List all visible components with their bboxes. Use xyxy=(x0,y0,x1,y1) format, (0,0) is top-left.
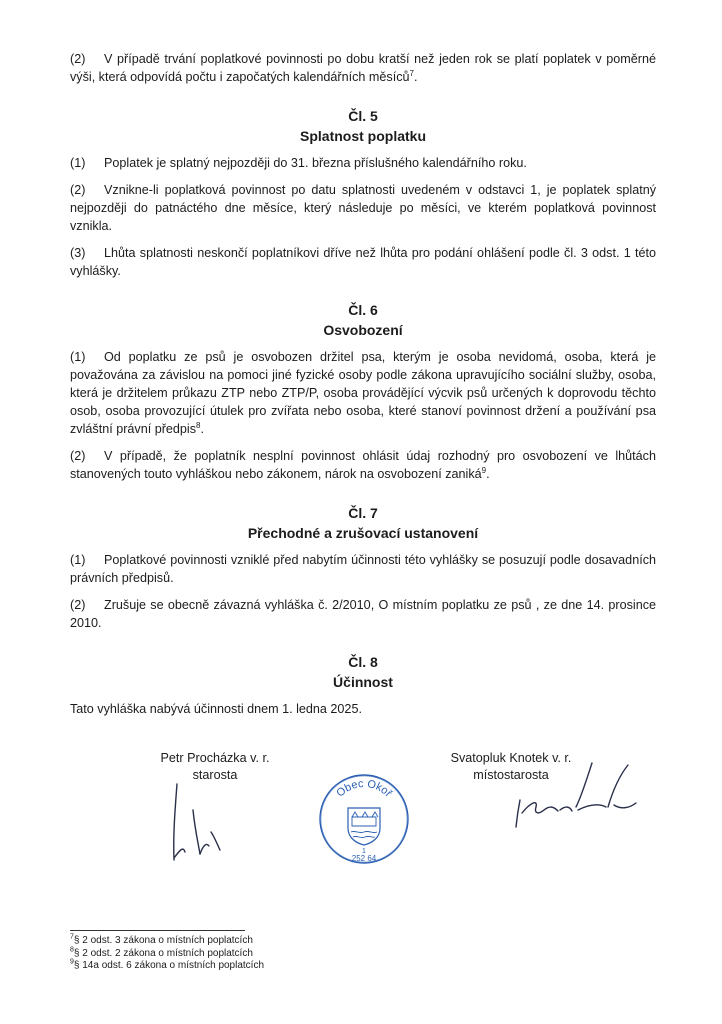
paragraph-number: (1) xyxy=(70,156,86,170)
paragraph-end: . xyxy=(200,422,204,436)
article-8-title: Účinnost xyxy=(333,674,393,690)
coat-of-arms-icon xyxy=(348,808,380,845)
deputy-name: Svatopluk Knotek v. r. xyxy=(450,751,572,765)
footnote-8 xyxy=(70,948,264,961)
paragraph-number: (2) xyxy=(70,449,86,463)
paragraph-text: V případě trvání poplatkové povinnosti po dobu kratší než jeden rok se platí poplatek v poměrné výši, která odpovídá počtu i započatých kalendářních měsíců xyxy=(70,52,656,84)
article-6-number: Čl. 6 xyxy=(348,302,378,318)
article-5-paragraph-1 xyxy=(70,154,656,172)
paragraph-text: V případě, že poplatník nesplní povinnost ohlásit údaj rozhodný pro osvobození ve lhůtách stanovených touto vyhláškou nebo zákonem, nárok na osvobození zaniká xyxy=(70,449,656,481)
paragraph-end: . xyxy=(486,467,490,481)
footnote-ref: 9 xyxy=(481,465,487,475)
article-5-number: Čl. 5 xyxy=(348,108,378,124)
article-5-paragraph-2 xyxy=(70,181,656,235)
paragraph-end: . xyxy=(413,70,418,84)
article-6-title: Osvobození xyxy=(323,322,403,338)
paragraph-text: Poplatek je splatný nejpozději do 31. března příslušného kalendářního roku. xyxy=(104,156,527,170)
paragraph-text: Od poplatku ze psů je osvobozen držitel psa, kterým je osoba nevidomá, osoba, která je považována za závislou na pomoci jiné fyzické osoby podle zákona upravujícího sociální služby, osoba, která je držitelem průkazu ZTP nebo ZTP/P, osoba provádějící výcvik psů určených k doprovodu těchto osob, osoba provozující útulek pro zvířata nebo osoba, které stanoví povinnost držení a používání psa zvláštní právní předpis xyxy=(70,350,656,436)
document-body xyxy=(70,50,656,718)
mayor-role: starosta xyxy=(192,768,238,782)
footnotes xyxy=(70,935,264,973)
deputy-role: místostarosta xyxy=(473,768,549,782)
mayor-signature xyxy=(165,780,245,870)
footnote-divider xyxy=(70,930,245,931)
article-5-title: Splatnost poplatku xyxy=(300,128,426,144)
effective-date-text: Tato vyhláška nabývá účinnosti dnem 1. ledna 2025. xyxy=(70,702,362,716)
paragraph-text: Poplatkové povinnosti vzniklé před nabytím účinnosti této vyhlášky se posuzují podle dosavadních právních předpisů. xyxy=(70,553,656,585)
paragraph-number: (3) xyxy=(70,246,86,260)
footnote-9 xyxy=(70,960,264,973)
deputy-signature xyxy=(508,755,648,830)
article-7-paragraph-2 xyxy=(70,596,656,632)
footnote-ref: 8 xyxy=(196,420,201,430)
article-8-number: Čl. 8 xyxy=(348,654,378,670)
mayor-name: Petr Procházka v. r. xyxy=(160,751,270,765)
footnote-number: 7 xyxy=(70,933,74,941)
article-7-number: Čl. 7 xyxy=(348,505,378,521)
footnote-number: 8 xyxy=(70,946,74,954)
paragraph-text: Lhůta splatnosti neskončí poplatníkovi dříve než lhůta pro podání ohlášení podle čl. 3 odst. 1 této vyhlášky. xyxy=(70,246,656,278)
stamp-number: 1 xyxy=(362,848,366,855)
footnote-text: § 14a odst. 6 zákona o místních poplatcích xyxy=(73,960,265,971)
article-6-paragraph-1 xyxy=(70,348,656,438)
footnote-7 xyxy=(70,935,264,948)
stamp-postcode: 252 64 xyxy=(351,854,377,863)
stamp-municipality-name: Obec Okoř xyxy=(334,777,395,800)
article-7-paragraph-1 xyxy=(70,551,656,587)
article-7-title: Přechodné a zrušovací ustanovení xyxy=(247,525,479,541)
article-6-paragraph-2 xyxy=(70,447,656,483)
paragraph-number: (1) xyxy=(70,350,86,364)
footnote-text: § 2 odst. 3 zákona o místních poplatcích xyxy=(73,935,253,946)
paragraph-number: (1) xyxy=(70,553,86,567)
article-5-paragraph-3 xyxy=(70,244,656,280)
paragraph-number: (2) xyxy=(70,52,86,66)
footnote-ref: 7 xyxy=(409,68,414,78)
footnote-text: § 2 odst. 2 zákona o místních poplatcích xyxy=(73,947,253,959)
paragraph-duration xyxy=(70,50,656,86)
signature-block-mayor xyxy=(150,750,280,784)
paragraph-text: Vznikne-li poplatková povinnost po datu splatnosti uvedeném v odstavci 1, je poplatek splatný nejpozději do patnáctého dne měsíce, který následuje po měsíci, ve kterém poplatková povinnost vznikla. xyxy=(70,183,656,233)
municipal-stamp xyxy=(317,772,411,866)
paragraph-text: Zrušuje se obecně závazná vyhláška č. 2/2010, O místním poplatku ze psů , ze dne 14. prosince 2010. xyxy=(70,598,656,630)
footnote-number: 9 xyxy=(70,958,74,966)
paragraph-number: (2) xyxy=(70,598,86,612)
paragraph-number: (2) xyxy=(70,183,86,197)
